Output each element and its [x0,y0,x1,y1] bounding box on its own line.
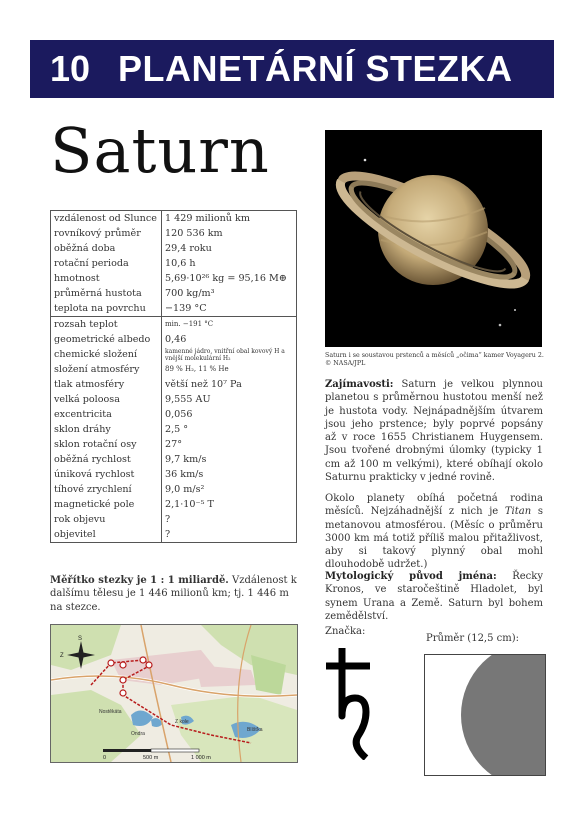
fact-row [51,271,297,286]
fact-row [51,527,297,543]
fact-value: min. −191 °C [162,317,297,333]
trail-map [50,624,298,763]
diameter-label: Průměr (12,5 cm): [426,633,520,644]
fact-value: 29,4 roku [165,243,212,254]
map-label-3: Blíšťka [247,727,263,733]
fact-key: průměrná hustota [51,286,162,301]
saturn-photo [325,130,542,347]
map-label-1: Ondra [131,731,145,737]
fact-value: −139 °C [165,303,207,314]
fact-key: velká poloosa [51,392,162,407]
zajimavosti-label: Zajímavosti: [325,379,394,390]
fact-key: teplota na povrchu [51,301,162,317]
fact-value: kamenné jádro, vnitřní obal kovový H a vnější molekulární H₂ [165,347,285,362]
zajimavosti-paragraph-2 [325,492,543,572]
fact-key: magnetické pole [51,497,162,512]
fact-key: objevitel [51,527,162,543]
fact-row [51,512,297,527]
fact-row [51,286,297,301]
myth-paragraph [325,570,543,623]
fact-row [51,497,297,512]
fact-row [51,256,297,271]
fact-key: sklon rotační osy [51,437,162,452]
zajimavosti-text-2a: Okolo planety obíhá početná rodina měsíců. Nejzáhadnější z nich je [325,493,543,518]
fact-key: tíhové zrychlení [51,482,162,497]
scale-paragraph [50,574,298,614]
facts-table [50,210,297,543]
fact-key: hmotnost [51,271,162,286]
fact-row [51,362,297,377]
fact-row [51,407,297,422]
fact-value: 5,69·10²⁶ kg = 95,16 M⊕ [165,273,287,284]
fact-key: rozsah teplot [51,317,162,333]
myth-label: Mytologický původ jména: [325,571,497,582]
fact-value: 9,7 km/s [165,454,207,465]
fact-value: 36 km/s [165,469,204,480]
diameter-disc [424,654,546,776]
fact-key: rotační perioda [51,256,162,271]
map-scale-1000: 1 000 m [191,755,211,761]
fact-key: oběžná rychlost [51,452,162,467]
fact-row [51,467,297,482]
titan-name: Titan [504,506,532,518]
saturn-symbol-icon [322,640,374,760]
symbol-label: Značka: [325,626,366,637]
fact-key: rovníkový průměr [51,226,162,241]
map-west-label: Z [60,653,64,659]
fact-value: 9,0 m/s² [165,484,205,495]
fact-key: tlak atmosféry [51,377,162,392]
fact-row [51,301,297,317]
map-scale-0: 0 [103,755,107,761]
planet-title: Saturn [50,114,270,187]
fact-value: ? [165,529,171,540]
fact-row [51,422,297,437]
fact-row [51,211,297,227]
map-label-2: Z kole [175,719,189,725]
fact-value: 2,1·10⁻⁵ T [165,499,214,510]
fact-key: sklon dráhy [51,422,162,437]
page-number: 10 [50,48,91,89]
fact-row [51,241,297,256]
fact-key: složení atmosféry [51,362,162,377]
fact-row [51,347,297,362]
fact-row [51,437,297,452]
fact-key: oběžná doba [51,241,162,256]
map-label-0: Nostěkáta [99,709,122,715]
fact-row [51,377,297,392]
fact-key: úniková rychlost [51,467,162,482]
scale-text: Vzdálenost k dalšímu tělesu je 1 446 milionů km; tj. 1 446 m na stezce. [50,575,297,613]
fact-key: rok objevu [51,512,162,527]
fact-key: geometrické albedo [51,332,162,347]
fact-row [51,452,297,467]
header-title: PLANETÁRNÍ STEZKA [118,48,513,89]
fact-value: větší než 10⁷ Pa [165,379,242,390]
fact-key: excentricita [51,407,162,422]
fact-key: vzdálenost od Slunce [51,211,162,227]
fact-value: 1 429 milionů km [165,213,250,224]
zajimavosti-text-2c: s metanovou atmosférou. (Měsíc o průměru 3000 km má totiž příliš malou přitažlivost, aby si takový plynný obal mohl dlouhodobě udržet.) [325,506,543,571]
page-header [30,40,554,98]
fact-value: 89 % H₂, 11 % He [165,365,229,373]
zajimavosti-paragraph [325,378,543,484]
fact-value: 700 kg/m³ [165,288,215,299]
scale-label: Měřítko stezky je 1 : 1 miliardě. [50,575,229,586]
fact-value: 27° [165,439,183,450]
fact-row [51,482,297,497]
fact-value: 0,46 [165,334,187,345]
myth-text: Řecky Kronos, ve staročeštině Hladolet, byl synem Urana a Země. Saturn byl bohem zemědělství. [325,571,543,622]
fact-value: 0,056 [165,409,193,420]
fact-value: 2,5 ° [165,424,189,435]
fact-value: 120 536 km [165,228,223,239]
fact-value: ? [165,514,171,525]
fact-value: 9,555 AU [165,394,211,405]
map-scale-500: 500 m [143,755,159,761]
fact-value: 10,6 h [165,258,196,269]
fact-row [51,317,297,333]
fact-row [51,332,297,347]
fact-row [51,392,297,407]
fact-key: chemické složení [51,347,162,362]
map-north-label: S [78,636,83,642]
photo-caption: Saturn i se soustavou prstenců a měsíců „očima“ kamer Voyageru 2. © NASA/JPL [325,352,544,367]
zajimavosti-text-1: Saturn je velkou plynnou planetou s průměrnou hustotou menší než je hustota vody. Nejnápadnějším útvarem jsou jeho prstence; byly poprvé popsány až v roce 1655 Christianem Huygensem. Jsou tvořené drobnými úlomky (typicky 1 cm až 100 m velkými), které obíhají okolo Saturnu prakticky v jedné rovině. [325,379,543,484]
fact-row [51,226,297,241]
